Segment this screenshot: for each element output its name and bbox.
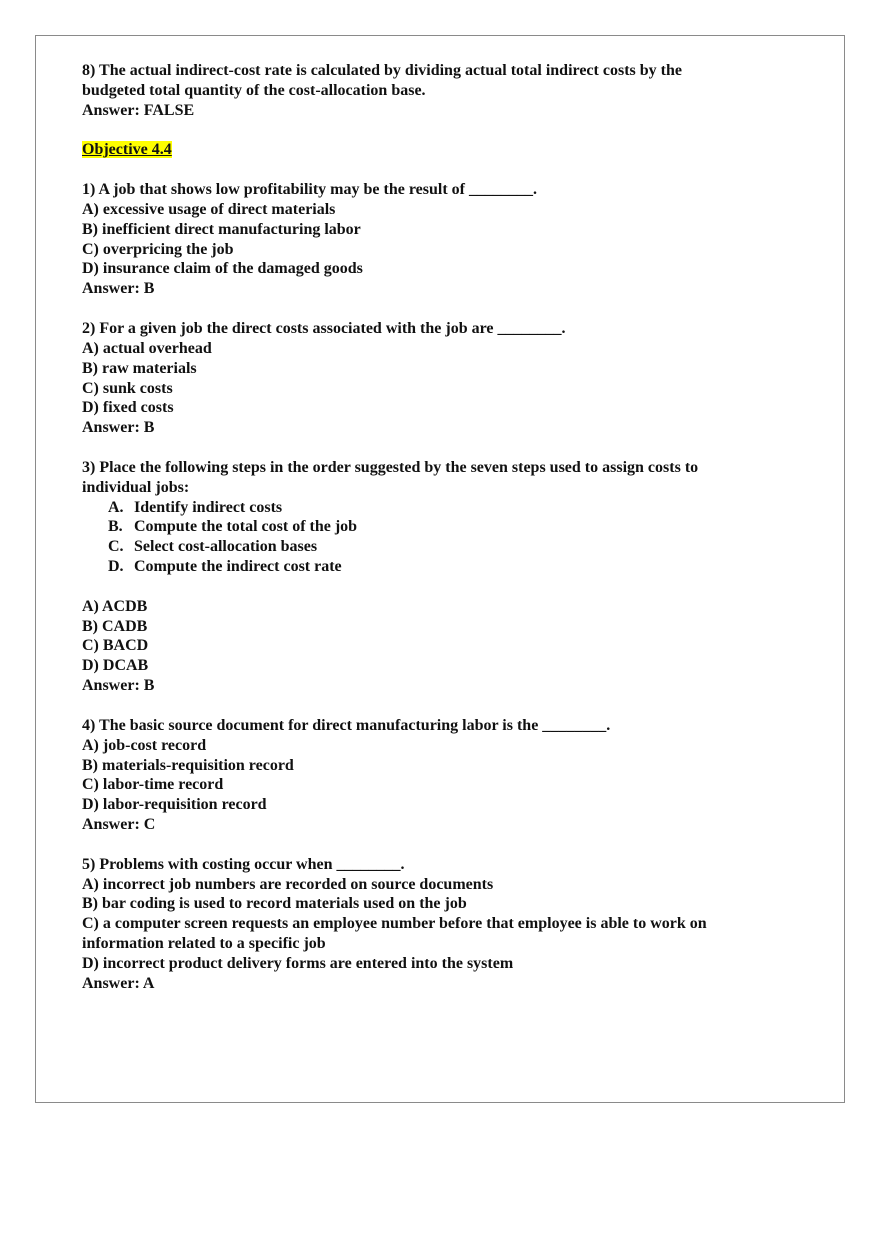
step-item: D. Compute the indirect cost rate: [108, 558, 342, 576]
option: C) sunk costs: [82, 379, 173, 397]
question-8-answer: Answer: FALSE: [82, 101, 195, 119]
option: A) excessive usage of direct materials: [82, 200, 336, 218]
option: D) labor-requisition record: [82, 796, 267, 814]
option: C) BACD: [82, 637, 149, 655]
answer: Answer: C: [82, 816, 156, 834]
option: A) ACDB: [82, 597, 148, 615]
step-item: B. Compute the total cost of the job: [108, 518, 358, 536]
option: C) labor-time record: [82, 776, 224, 794]
option: C) a computer screen requests an employee number before that employee is able to work on: [82, 915, 707, 933]
option: A) job-cost record: [82, 736, 207, 754]
option: D) incorrect product delivery forms are entered into the system: [82, 954, 514, 972]
option: A) incorrect job numbers are recorded on source documents: [82, 875, 494, 893]
option: B) bar coding is used to record materials used on the job: [82, 895, 467, 913]
option: B) inefficient direct manufacturing labor: [82, 220, 361, 238]
answer: Answer: B: [82, 677, 155, 695]
option: D) DCAB: [82, 657, 149, 675]
answer: Answer: B: [82, 280, 155, 298]
option: B) CADB: [82, 617, 148, 635]
option: D) fixed costs: [82, 399, 174, 417]
question-1-stem: 1) A job that shows low profitability may be the result of ________.: [82, 181, 537, 199]
answer: Answer: A: [82, 974, 155, 992]
question-5-stem: 5) Problems with costing occur when ________.: [82, 855, 405, 873]
option: C) overpricing the job: [82, 240, 234, 258]
option-cont: information related to a specific job: [82, 935, 326, 953]
option: B) materials-requisition record: [82, 756, 294, 774]
question-4-stem: 4) The basic source document for direct manufacturing labor is the ________.: [82, 716, 611, 734]
question-8-stem: 8) The actual indirect-cost rate is calculated by dividing actual total indirect costs by the: [82, 62, 682, 79]
option: D) insurance claim of the damaged goods: [82, 260, 363, 278]
question-2-stem: 2) For a given job the direct costs associated with the job are ________.: [82, 319, 566, 337]
question-3-stem-cont: individual jobs:: [82, 478, 190, 496]
option: B) raw materials: [82, 359, 197, 377]
option: A) actual overhead: [82, 339, 212, 357]
step-item: A. Identify indirect costs: [108, 498, 283, 516]
document-body: [82, 61, 782, 994]
question-8-stem-cont: budgeted total quantity of the cost-allocation base.: [82, 81, 426, 99]
objective-heading: Objective 4.4: [82, 141, 172, 159]
answer: Answer: B: [82, 419, 155, 437]
step-item: C. Select cost-allocation bases: [108, 538, 318, 556]
question-3-stem: 3) Place the following steps in the order suggested by the seven steps used to assign costs to: [82, 458, 699, 476]
